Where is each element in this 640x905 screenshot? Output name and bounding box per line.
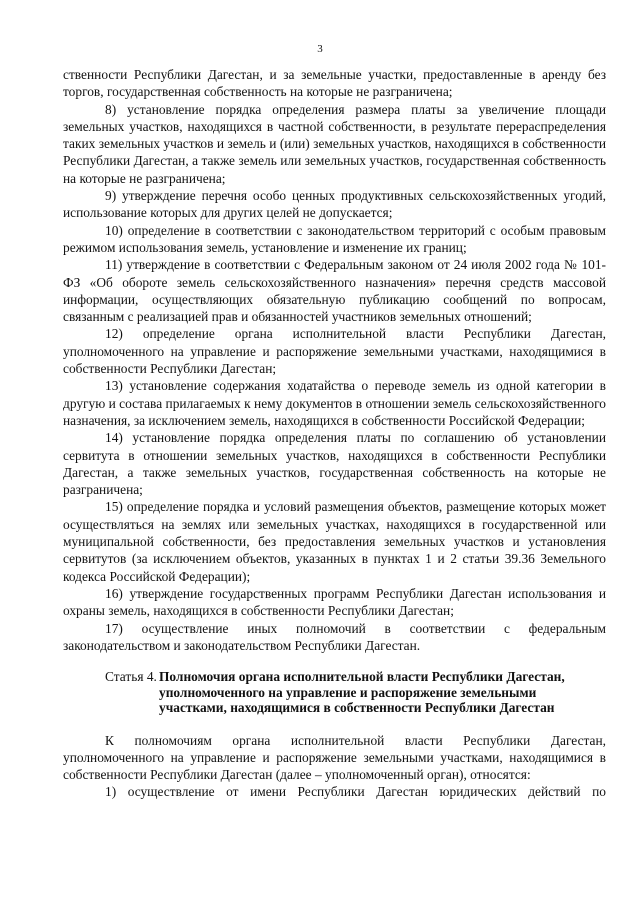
article-label: Статья 4. — [105, 669, 157, 685]
paragraph-item-17: 17) осуществление иных полномочий в соответствии с федеральным законодательством и законодательством Республики Дагестан. — [63, 620, 606, 653]
paragraph-item-9: 9) утверждение перечня особо ценных продуктивных сельскохозяйственных угодий, использование которых для других целей не допускается; — [63, 188, 606, 221]
paragraph-item-11: 11) утверждение в соответствии с Федеральным законом от 24 июля 2002 года № 101-ФЗ «Об обороте земель сельскохозяйственного назначения» перечня средств массовой информации, осуществляющих обязательную публикацию сообщений по вопросам, связанным с реализацией прав и обязанностей участников земельных отношений; — [63, 257, 606, 325]
article-title: Полномочия органа исполнительной власти Республики Дагестан, уполномоченного на управление и распоряжение земельными участками, находящимися в собственности Республики Дагестан — [159, 669, 565, 716]
paragraph-item-15: 15) определение порядка и условий размещения объектов, размещение которых может осуществляться на землях или земельных участках, находящихся в государственной или муниципальной собственности, без предоставления земельных участков и установления сервитутов (за исключением объектов, указанных в пунктах 1 и 2 статьи 39.36 Земельного кодекса Российской Федерации); — [63, 499, 606, 584]
paragraph-item-14: 14) установление порядка определения платы по соглашению об установлении сервитута в отношении земельных участков, находящихся в собственности Республики Дагестан, а также земельных участков, государственная собственность на которые не разграничена; — [63, 430, 606, 498]
paragraph-item-8: 8) установление порядка определения размера платы за увеличение площади земельных участков, находящихся в частной собственности, в результате перераспределения таких земельных участков и земель и (или) земельных участков, находящихся в собственности Республики Дагестан, а также земель или земельных участков, государственная собственность на которые не разграничена; — [63, 101, 606, 186]
article-heading — [63, 669, 606, 716]
document-body — [63, 66, 606, 801]
paragraph-item-1: 1) осуществление от имени Республики Дагестан юридических действий по — [105, 784, 606, 800]
paragraph-item-10: 10) определение в соответствии с законодательством территорий с особым правовым режимом использования земель, установление и изменение их границ; — [63, 222, 606, 255]
paragraph-item-12: 12) определение органа исполнительной власти Республики Дагестан, уполномоченного на управление и распоряжение земельными участками, находящимися в собственности Республики Дагестан; — [63, 326, 606, 377]
page-number: 3 — [317, 43, 323, 55]
paragraph-continuation: ственности Республики Дагестан, и за земельные участки, предоставленные в аренду без торгов, государственная собственность на которые не разграничена; — [63, 67, 606, 100]
paragraph-article-intro: К полномочиям органа исполнительной власти Республики Дагестан, уполномоченного на управление и распоряжение земельными участками, находящимися в собственности Республики Дагестан (далее – уполномоченный орган), относятся: — [63, 732, 606, 783]
paragraph-item-13: 13) установление содержания ходатайства о переводе земель из одной категории в другую и состава прилагаемых к нему документов в отношении земель сельскохозяйственного назначения, за исключением земель, находящихся в собственности Российской Федерации; — [63, 378, 606, 428]
paragraph-item-16: 16) утверждение государственных программ Республики Дагестан использования и охраны земель, находящихся в собственности Республики Дагестан; — [63, 585, 606, 619]
